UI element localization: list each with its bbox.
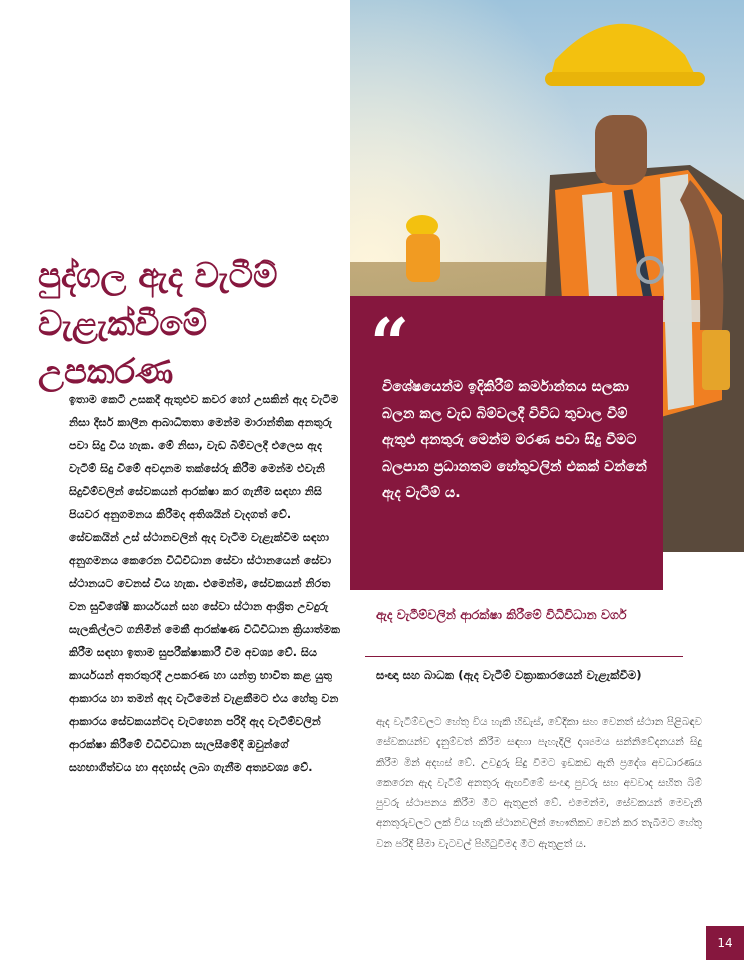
quote-mark-icon: “	[370, 304, 410, 384]
pull-quote-text: විශේෂයෙන්ම ඉදිකිරීම් කර්මාන්තය සලකා බලන කල වැඩ බිම්වලදී විවිධ තුවාල වීම් ඇතුළු අනතුරු මෙන්ම මරණ පවා සිදු වීමට බලපාන ප්‍රධානතම හේතුවලින් එකක් වන්නේ ඇද වැටීම් ය.	[382, 379, 647, 501]
article-title	[38, 252, 338, 396]
title-line: පුද්ගල ඇද වැටීම්	[38, 256, 278, 296]
section-title: සංඥා සහ බාධක (ඇද වැටීම් වක්‍රාකාරයෙන් වැළැක්වීම)	[376, 668, 642, 682]
section-subheading: ඇද වැටීම්වලින් ආරක්ෂා කිරීමේ විධිවිධාන වර්ග	[376, 607, 627, 622]
title-line: උපකරණ	[38, 352, 174, 392]
body-text: ඉතාම කෙටි උසකදී ඇතුළුව කවර හෝ උසකින් ඇද වැටීම නිසා දීර්ඝ කාලීන ආබාධිතතා මෙන්ම මාරාන්තික අනතුරු පවා සිදු විය හැක. මේ නිසා, වැඩ බිම්වලදී එලෙස ඇද වැටීම් සිදු වීමේ අවදානම තක්සේරු කිරීම මෙන්ම එවැනි සිදුවීම්වලින් සේවකයන් ආරක්ෂා කර ගැනීම සඳහා නිසි පියවර අනුගමනය කිරීමද අතිශයින් වැදගත් වේ. සේවකයින් උස් ස්ථානවලින් ඇද වැටීම වැළැක්වීම සඳහා අනුගමනය කෙරෙන විධිවිධාන සේවා ස්ථානයෙන් සේවා ස්ථානයට වෙනස් විය හැක. එමෙන්ම, සේවකයන් නිරත වන සුවිශේෂී කාර්යයන් සහ සේවා ස්ථාන ආශ්‍රිත උවදුරු සැලකිල්ලට ගනිමින් මෙකී ආරක්ෂණ විධිවිධාන ක්‍රියාත්මක කිරීම සඳහා ඉතාම සුපරීක්ෂාකාරී වීම අවශ්‍ය වේ. සිය කාර්යයන් අතරතුරදී උපකරණ හා යන්ත්‍ර භාවිත කළ යුතු ආකාරය හා තමන් ඇද වැටීමෙන් වැළකීමට එය හේතු වන ආකාරය සේවකයන්ටද වැටහෙන පරිදි ඇද වැටීම්වලින් ආරක්ෂා කිරීමේ විධිවිධාන සැලසීමේදී ඔවුන්ගේ සහභාගීත්වය හා අදහස්ද ලබා ගැනීම අත්‍යවශ්‍ය වේ.	[69, 393, 341, 774]
section-body: ඇද වැටීම්වලට හේතු විය හැකි හිඩැස්, වේදිකා සහ වෙනත් ස්ථාන පිළිබඳව සේවකයන්ව දැනුම්වත් කිරීම සඳහා පැහැදිලි දෘශ්‍යමය සන්නිවේදනයන් සිදු කිරීම මින් අදහස් වේ. උවදුරු සිදු වීමට ඉඩකඩ ඇති ප්‍රදේශ අවධාරණය කෙරෙන ඇද වැටීම් අනතුරු ඇඟවීමේ සංඥා පුවරු සහ අවවාද සහිත බිම් පුවරු ස්ථාපනය කිරීම මීට ඇතුළත් වේ. එමෙන්ම, සේවකයන් මෙවැනි අනතුරුවලට ලක් විය හැකි ස්ථානවලින් භෞතිකව වෙන් කර තැබීමට හේතු වන පරිදි සීමා වැටවල් පිහිටුවීමද මීට ඇතුළත් ය.	[376, 716, 702, 850]
pull-quote-box	[350, 296, 663, 590]
divider	[365, 656, 683, 657]
title-line: වැළැක්වීමේ	[38, 304, 208, 344]
page-number: 14	[706, 926, 744, 960]
